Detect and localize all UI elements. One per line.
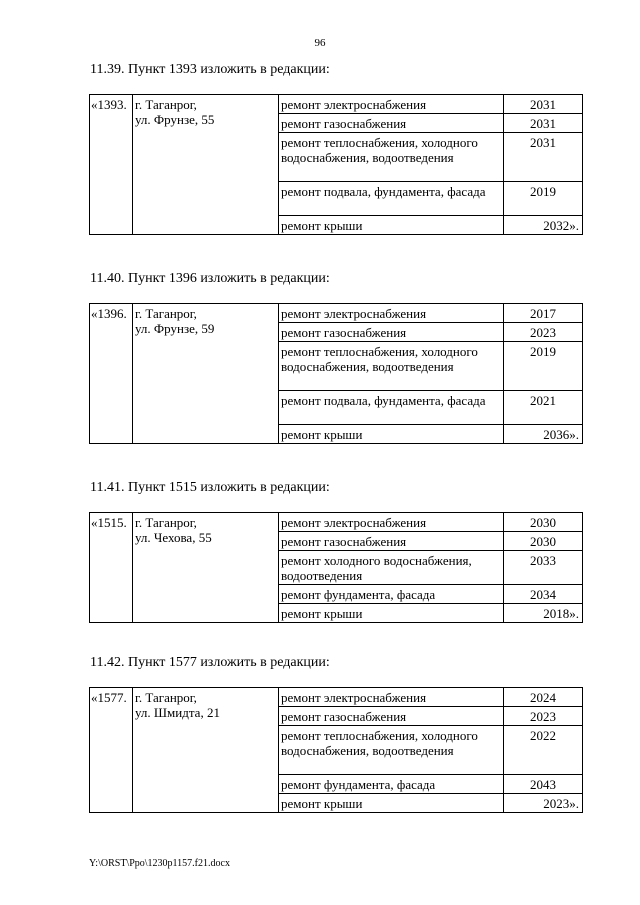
address-city: г. Таганрог, bbox=[135, 306, 197, 321]
work-type: ремонт электроснабжения bbox=[279, 95, 504, 114]
work-year: 2023». bbox=[504, 794, 583, 813]
work-type: ремонт крыши bbox=[279, 425, 504, 444]
page-number: 96 bbox=[314, 37, 326, 49]
amendment-table bbox=[89, 687, 583, 813]
work-year: 2043 bbox=[504, 775, 583, 794]
work-type: ремонт подвала, фундамента, фасада bbox=[279, 182, 504, 216]
work-year: 2017 bbox=[504, 304, 583, 323]
section-heading: 11.40. Пункт 1396 изложить в редакции: bbox=[90, 271, 330, 286]
work-year: 2030 bbox=[504, 532, 583, 551]
item-number: «1577. bbox=[90, 688, 133, 813]
address-street: ул. Фрунзе, 55 bbox=[135, 112, 215, 127]
work-type: ремонт теплоснабжения, холодного водоснабжения, водоотведения bbox=[279, 133, 504, 182]
work-type: ремонт газоснабжения bbox=[279, 323, 504, 342]
work-type: ремонт холодного водоснабжения, водоотведения bbox=[279, 551, 504, 585]
work-type: ремонт электроснабжения bbox=[279, 688, 504, 707]
work-year: 2030 bbox=[504, 513, 583, 532]
address-street: ул. Чехова, 55 bbox=[135, 530, 212, 545]
work-type: ремонт электроснабжения bbox=[279, 304, 504, 323]
address-cell bbox=[133, 95, 279, 235]
work-year: 2023 bbox=[504, 323, 583, 342]
work-type: ремонт крыши bbox=[279, 604, 504, 623]
item-number: «1393. bbox=[90, 95, 133, 235]
work-type: ремонт теплоснабжения, холодного водоснабжения, водоотведения bbox=[279, 726, 504, 775]
section-heading: 11.42. Пункт 1577 изложить в редакции: bbox=[90, 655, 330, 670]
work-year: 2031 bbox=[504, 114, 583, 133]
work-year: 2033 bbox=[504, 551, 583, 585]
work-year: 2023 bbox=[504, 707, 583, 726]
section-heading: 11.41. Пункт 1515 изложить в редакции: bbox=[90, 480, 330, 495]
amendment-table bbox=[89, 94, 583, 235]
work-year: 2021 bbox=[504, 391, 583, 425]
address-street: ул. Фрунзе, 59 bbox=[135, 321, 215, 336]
work-year: 2031 bbox=[504, 95, 583, 114]
work-year: 2019 bbox=[504, 182, 583, 216]
work-year: 2018». bbox=[504, 604, 583, 623]
amendment-table bbox=[89, 303, 583, 444]
work-year: 2019 bbox=[504, 342, 583, 391]
table-row bbox=[90, 513, 583, 532]
amendment-table bbox=[89, 512, 583, 623]
work-type: ремонт фундамента, фасада bbox=[279, 775, 504, 794]
item-number: «1515. bbox=[90, 513, 133, 623]
work-year: 2034 bbox=[504, 585, 583, 604]
address-cell bbox=[133, 688, 279, 813]
table-row bbox=[90, 95, 583, 114]
item-number: «1396. bbox=[90, 304, 133, 444]
table-row bbox=[90, 304, 583, 323]
section-heading: 11.39. Пункт 1393 изложить в редакции: bbox=[90, 62, 330, 77]
work-type: ремонт теплоснабжения, холодного водоснабжения, водоотведения bbox=[279, 342, 504, 391]
work-type: ремонт фундамента, фасада bbox=[279, 585, 504, 604]
file-path-footer: Y:\ORST\Ppo\1230p1157.f21.docx bbox=[89, 858, 230, 869]
address-cell bbox=[133, 304, 279, 444]
address-city: г. Таганрог, bbox=[135, 515, 197, 530]
work-type: ремонт крыши bbox=[279, 216, 504, 235]
work-year: 2024 bbox=[504, 688, 583, 707]
work-year: 2032». bbox=[504, 216, 583, 235]
work-year: 2036». bbox=[504, 425, 583, 444]
address-city: г. Таганрог, bbox=[135, 97, 197, 112]
work-year: 2031 bbox=[504, 133, 583, 182]
address-city: г. Таганрог, bbox=[135, 690, 197, 705]
address-street: ул. Шмидта, 21 bbox=[135, 705, 220, 720]
work-type: ремонт электроснабжения bbox=[279, 513, 504, 532]
table-row bbox=[90, 688, 583, 707]
work-type: ремонт газоснабжения bbox=[279, 532, 504, 551]
work-type: ремонт подвала, фундамента, фасада bbox=[279, 391, 504, 425]
work-type: ремонт газоснабжения bbox=[279, 114, 504, 133]
work-type: ремонт крыши bbox=[279, 794, 504, 813]
work-year: 2022 bbox=[504, 726, 583, 775]
work-type: ремонт газоснабжения bbox=[279, 707, 504, 726]
address-cell bbox=[133, 513, 279, 623]
